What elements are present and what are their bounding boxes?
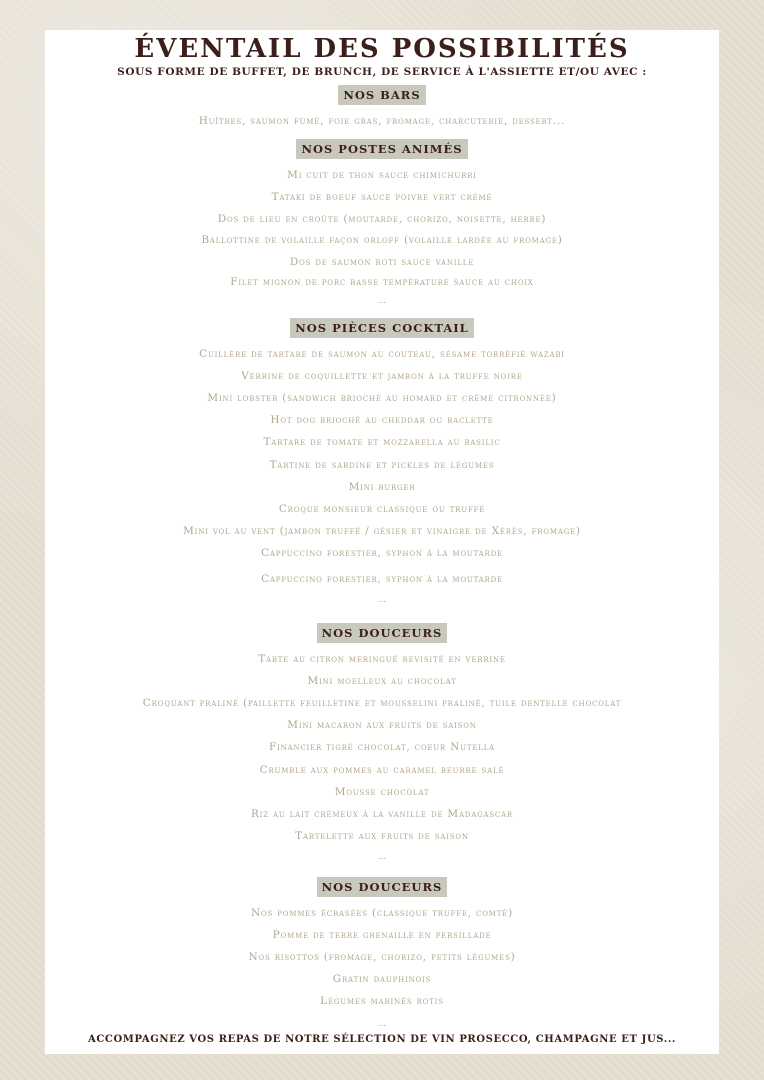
menu-item: Financier tigré chocolat, coeur Nutella	[268, 741, 496, 753]
menu-item: Hot dog brioché au cheddar ou raclette	[270, 414, 494, 426]
menu-item: Tarte au citron meringué revisité en verrine	[258, 653, 506, 665]
section-label: NOS DOUCEURS	[317, 877, 448, 897]
menu-item: Mini macaron aux fruits de saison	[287, 719, 477, 731]
ellipsis: ...	[377, 595, 387, 605]
menu-item: Légumes marinés rotis	[320, 995, 444, 1007]
menu-item: Verrine de coquillette et jambon à la truffe noire	[241, 370, 523, 382]
menu-item: Riz au lait crémeux à la vanille de Madagascar	[250, 808, 514, 820]
section-cocktail-header	[45, 317, 719, 338]
menu-item: Mini moelleux au chocolat	[307, 675, 457, 687]
ellipsis: ...	[377, 1019, 387, 1029]
menu-item: Filet mignon de porc basse température sauce au choix	[230, 276, 534, 288]
menu-item: Tataki de boeuf sauce poivre vert crémé	[271, 191, 493, 203]
menu-item: Ballottine de volaille façon orloff (volaille lardée au fromage)	[201, 234, 563, 246]
menu-item: Mi cuit de thon sauce chimichurri	[287, 169, 477, 181]
menu-item: Mini lobster (sandwich brioché au homard et crème citronnée)	[207, 392, 557, 404]
menu-item: Nos pommes écrasées (classique truffe, comté)	[251, 907, 513, 919]
menu-item: Dos de lieu en croûte (moutarde, chorizo, noisette, herbe)	[217, 213, 547, 225]
section-postes-header	[45, 138, 719, 159]
menu-item: Mousse chocolat	[334, 786, 430, 798]
section-douceurs-header	[45, 622, 719, 643]
ellipsis: ...	[377, 296, 387, 306]
page-subtitle: SOUS FORME DE BUFFET, DE BRUNCH, DE SERVICE À L'ASSIETTE ET/OU AVEC :	[117, 66, 647, 78]
section-douceurs-2-header	[45, 876, 719, 897]
menu-item: Croque monsieur classique ou truffé	[278, 503, 486, 515]
section-label: NOS BARS	[338, 85, 425, 105]
section-label: NOS POSTES ANIMÉS	[296, 139, 467, 159]
menu-item: Tartare de tomate et mozzarella au basilic	[263, 436, 501, 448]
menu-item: Cappuccino forestier, syphon à la moutarde	[261, 547, 503, 559]
menu-item: Cappuccino forestier, syphon à la moutarde	[261, 573, 503, 585]
section-bars-header	[45, 84, 719, 105]
section-label: NOS DOUCEURS	[317, 623, 448, 643]
section-label: NOS PIÈCES COCKTAIL	[290, 318, 474, 338]
ellipsis: ...	[377, 852, 387, 862]
menu-item: Nos risottos (fromage, chorizo, petits légumes)	[248, 951, 516, 963]
menu-page	[45, 30, 719, 1054]
menu-item: Cuillère de tartare de saumon au couteau, sésame torréfié wazabi	[199, 348, 565, 360]
menu-item: Huîtres, saumon fumé, foie gras, fromage, charcuterie, dessert...	[198, 115, 566, 127]
footer-note: ACCOMPAGNEZ VOS REPAS DE NOTRE SÉLECTION DE VIN PROSECCO, CHAMPAGNE ET JUS...	[88, 1034, 676, 1045]
menu-item: Croquant praliné (paillette feuilletine et mousselini praliné, tuile dentelle chocolat	[142, 697, 622, 709]
menu-item: Pomme de terre grenaille en persillade	[272, 929, 492, 941]
menu-item: Mini vol au vent (jambon truffé / gésier et vinaigre de Xérès, fromage)	[183, 525, 581, 537]
menu-item: Tartine de sardine et pickles de légumes	[269, 459, 495, 471]
menu-item: Crumble aux pommes au caramel beurre salé	[259, 764, 505, 776]
menu-item: Dos de saumon roti sauce vanille	[289, 256, 475, 268]
menu-item: Gratin dauphinois	[332, 973, 432, 985]
menu-item: Tartelette aux fruits de saison	[295, 830, 469, 842]
menu-item: Mini burger	[348, 481, 416, 493]
page-title: ÉVENTAIL DES POSSIBILITÉS	[134, 34, 630, 64]
